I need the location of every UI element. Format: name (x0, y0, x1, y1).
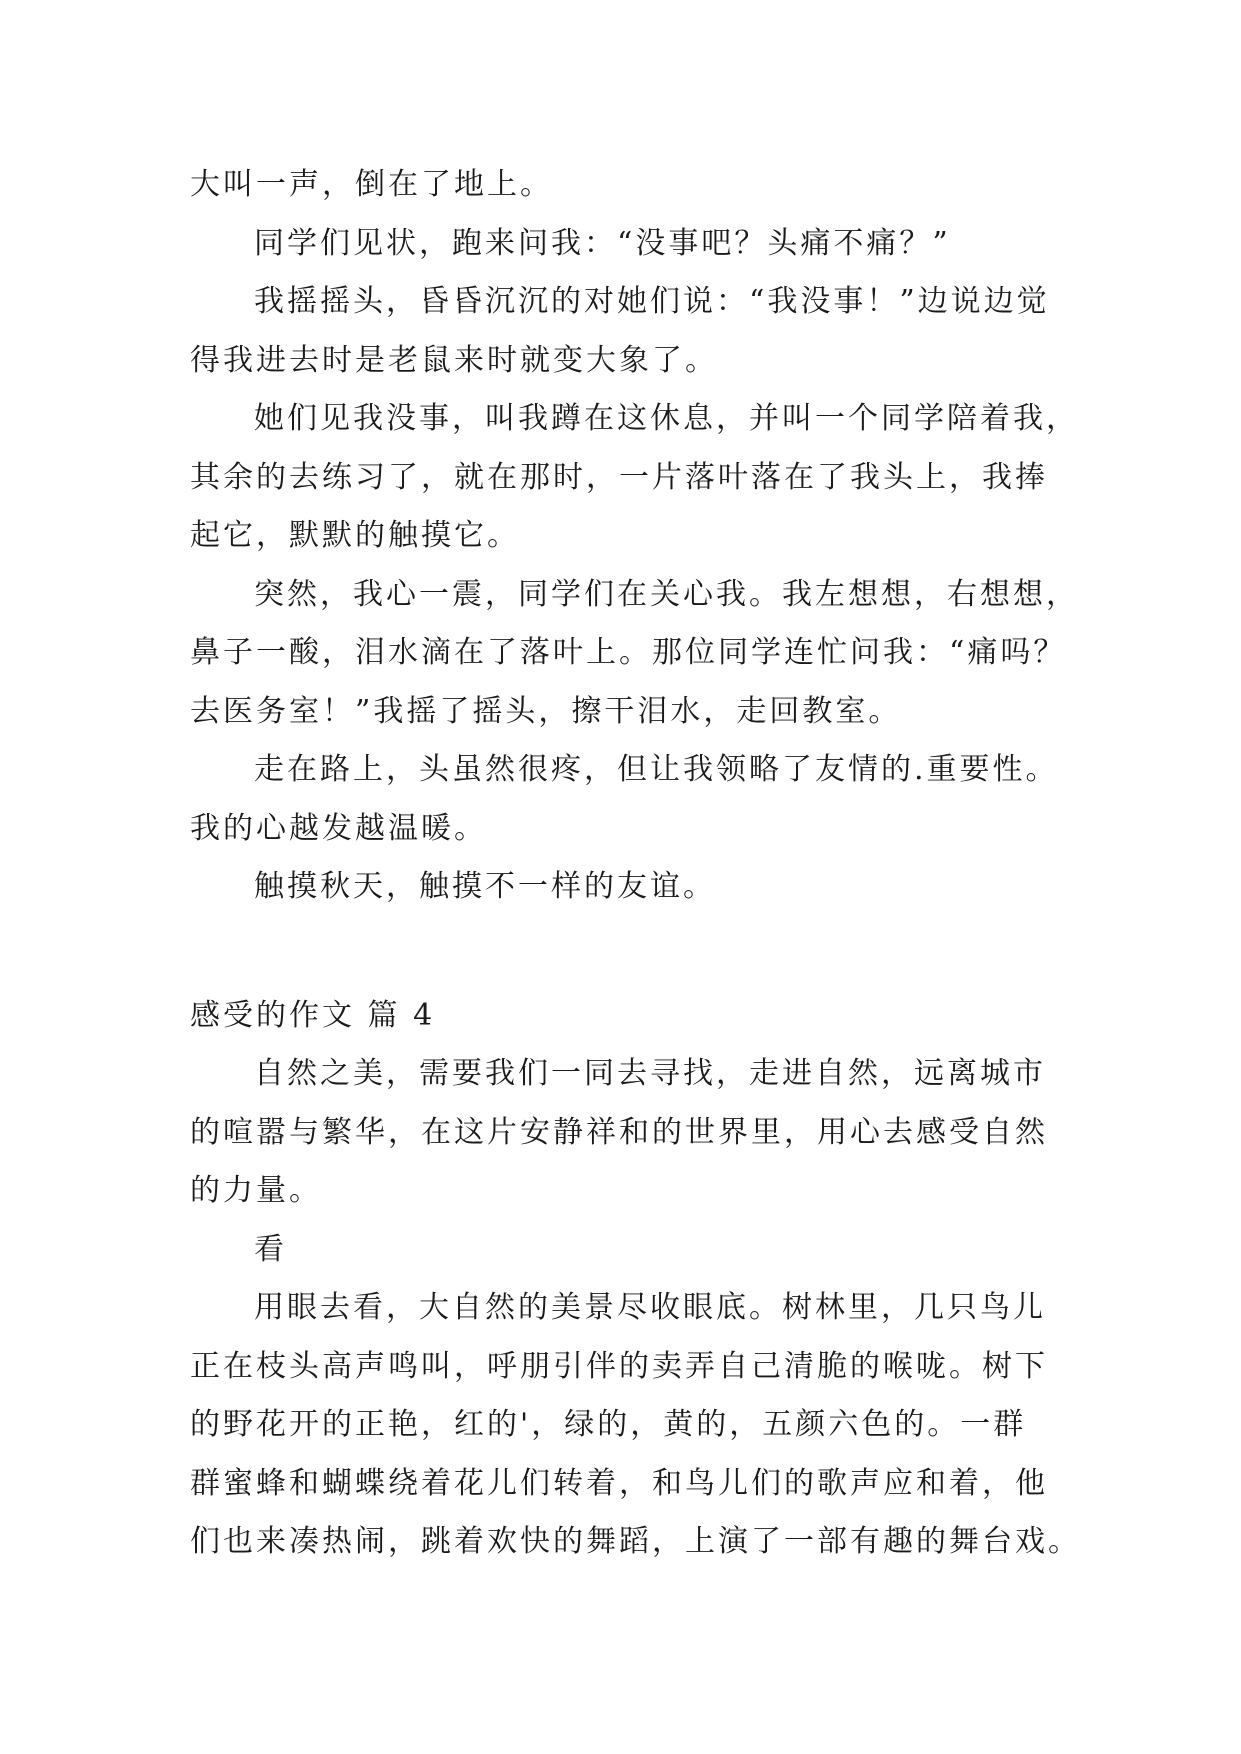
paragraph-line: 去医务室！”我摇了摇头，擦干泪水，走回教室。 (190, 693, 902, 729)
paragraph-line: 的喧嚣与繁华，在这片安静祥和的世界里，用心去感受自然 (190, 1114, 1048, 1150)
paragraph-line: 用眼去看，大自然的美景尽收眼底。树林里，几只鸟儿 (254, 1290, 1046, 1325)
paragraph-line: 触摸秋天，触摸不一样的友谊。 (254, 869, 716, 904)
paragraph-line: 同学们见状，跑来问我：“没事吧？头痛不痛？” (254, 225, 951, 261)
paragraph-line: 我的心越发越温暖。 (190, 810, 487, 846)
paragraph-line: 们也来凑热闹，跳着欢快的舞蹈，上演了一部有趣的舞台戏。 (190, 1524, 1081, 1559)
paragraph-line: 得我进去时是老鼠来时就变大象了。 (190, 342, 718, 378)
paragraph-line: 群蜜蜂和蝴蝶绕着花儿们转着，和鸟儿们的歌声应和着，他 (190, 1465, 1048, 1501)
paragraph-line: 正在枝头高声鸣叫，呼朋引伴的卖弄自己清脆的喉咙。树下 (190, 1348, 1048, 1384)
section-a (190, 156, 1079, 917)
paragraph-line: 其余的去练习了，就在那时，一片落叶落在了我头上，我捧 (190, 459, 1048, 495)
paragraph-line: 我摇摇头，昏昏沉沉的对她们说：“我没事！”边说边觉 (254, 284, 1050, 319)
paragraph-line: 的野花开的正艳，红的'，绿的，黄的，五颜六色的。一群 (190, 1407, 1027, 1442)
paragraph-line: 走在路上，头虽然很疼，但让我领略了友情的.重要性。 (254, 752, 1059, 787)
section-spacer (190, 917, 1070, 987)
paragraph-line: 突然，我心一震，同学们在关心我。我左想想，右想想， (254, 576, 1079, 612)
paragraph-line: 大叫一声，倒在了地上。 (190, 167, 553, 202)
paragraph-line: 的力量。 (190, 1173, 322, 1208)
paragraph-line: 她们见我没事，叫我蹲在这休息，并叫一个同学陪着我， (254, 401, 1079, 436)
document-body (190, 156, 1081, 1572)
section-b (190, 1045, 1081, 1572)
paragraph-line: 自然之美，需要我们一同去寻找，走进自然，远离城市 (254, 1056, 1046, 1091)
paragraph-line: 起它，默默的触摸它。 (190, 518, 520, 553)
section-title: 感受的作文 篇 4 (190, 997, 436, 1033)
paragraph-line: 看 (254, 1231, 287, 1267)
paragraph-line: 鼻子一酸，泪水滴在了落叶上。那位同学连忙问我：“痛吗？ (190, 635, 1067, 670)
